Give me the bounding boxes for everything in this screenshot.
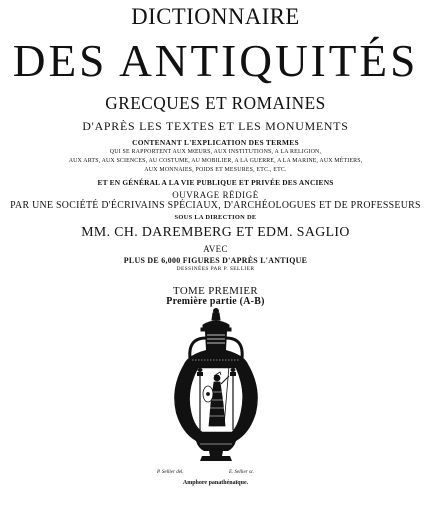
panathenaic-amphora-illustration <box>0 308 431 473</box>
right-column-capital <box>230 372 236 376</box>
illustrator-credit: DESSINÉES PAR P. SELLIER <box>176 266 255 272</box>
illustration-caption: Amphore panathénaïque. <box>182 480 249 486</box>
title-dictionnaire: DICTIONNAIRE <box>131 4 300 29</box>
contents-terms-line-1: QUI SE RAPPORTENT AUX MŒURS, AUX INSTITUTIONS, A LA RELIGION, <box>109 149 322 155</box>
left-column-cock <box>198 368 203 372</box>
contents-heading: CONTENANT L'EXPLICATION DES TERMES <box>132 138 299 147</box>
vase-lower-body <box>196 441 236 451</box>
title-sources: D'APRÈS LES TEXTES ET LES MONUMENTS <box>82 119 349 133</box>
engraver-signature-left: P. Sellier del. <box>157 470 184 475</box>
contents-terms-line-3: AUX MONNAIES, POIDS ET MESURES, ETC., ETC. <box>144 167 287 173</box>
avec-label: AVEC <box>203 244 228 254</box>
direction-label: SOUS LA DIRECTION DE <box>174 214 257 221</box>
engraver-signature-right: E. Sellier sc. <box>229 470 255 475</box>
part-label: Première partie (A-B) <box>166 296 265 307</box>
vase-stem <box>209 451 223 456</box>
volume-label: TOME PREMIER <box>172 285 258 297</box>
lid-dome <box>203 321 229 328</box>
lid-stem <box>212 313 220 320</box>
figures-count: PLUS DE 6,000 FIGURES D'APRÈS L'ANTIQUE <box>123 256 308 265</box>
editors-names: MM. CH. DAREMBERG ET EDM. SAGLIO <box>81 225 350 240</box>
vase-foot <box>200 456 232 461</box>
authors-society: PAR UNE SOCIÉTÉ D'ÉCRIVAINS SPÉCIAUX, D'ARCHÉOLOGUES ET DE PROFESSEURS <box>10 200 421 211</box>
right-column-cock <box>231 368 236 372</box>
title-subtitle: GRECQUES ET ROMAINES <box>105 93 326 113</box>
contents-general: ET EN GÉNÉRAL A LA VIE PUBLIQUE ET PRIVÉE DES ANCIENS <box>97 178 334 187</box>
vase-shoulder <box>184 350 248 364</box>
shield-device <box>207 393 210 396</box>
ouvrage-redige: OUVRAGE RÉDIGÉ <box>172 190 259 200</box>
athena-head <box>214 375 220 381</box>
vase-neck <box>205 331 227 350</box>
title-main: DES ANTIQUITÉS <box>12 35 419 86</box>
left-column-capital <box>197 372 203 376</box>
contents-terms-line-2: AUX ARTS, AUX SCIENCES, AU COSTUME, AU MOBILIER, A LA GUERRE, A LA MARINE, AUX MÉTIERS, <box>68 158 363 164</box>
lid-rim <box>201 328 231 331</box>
